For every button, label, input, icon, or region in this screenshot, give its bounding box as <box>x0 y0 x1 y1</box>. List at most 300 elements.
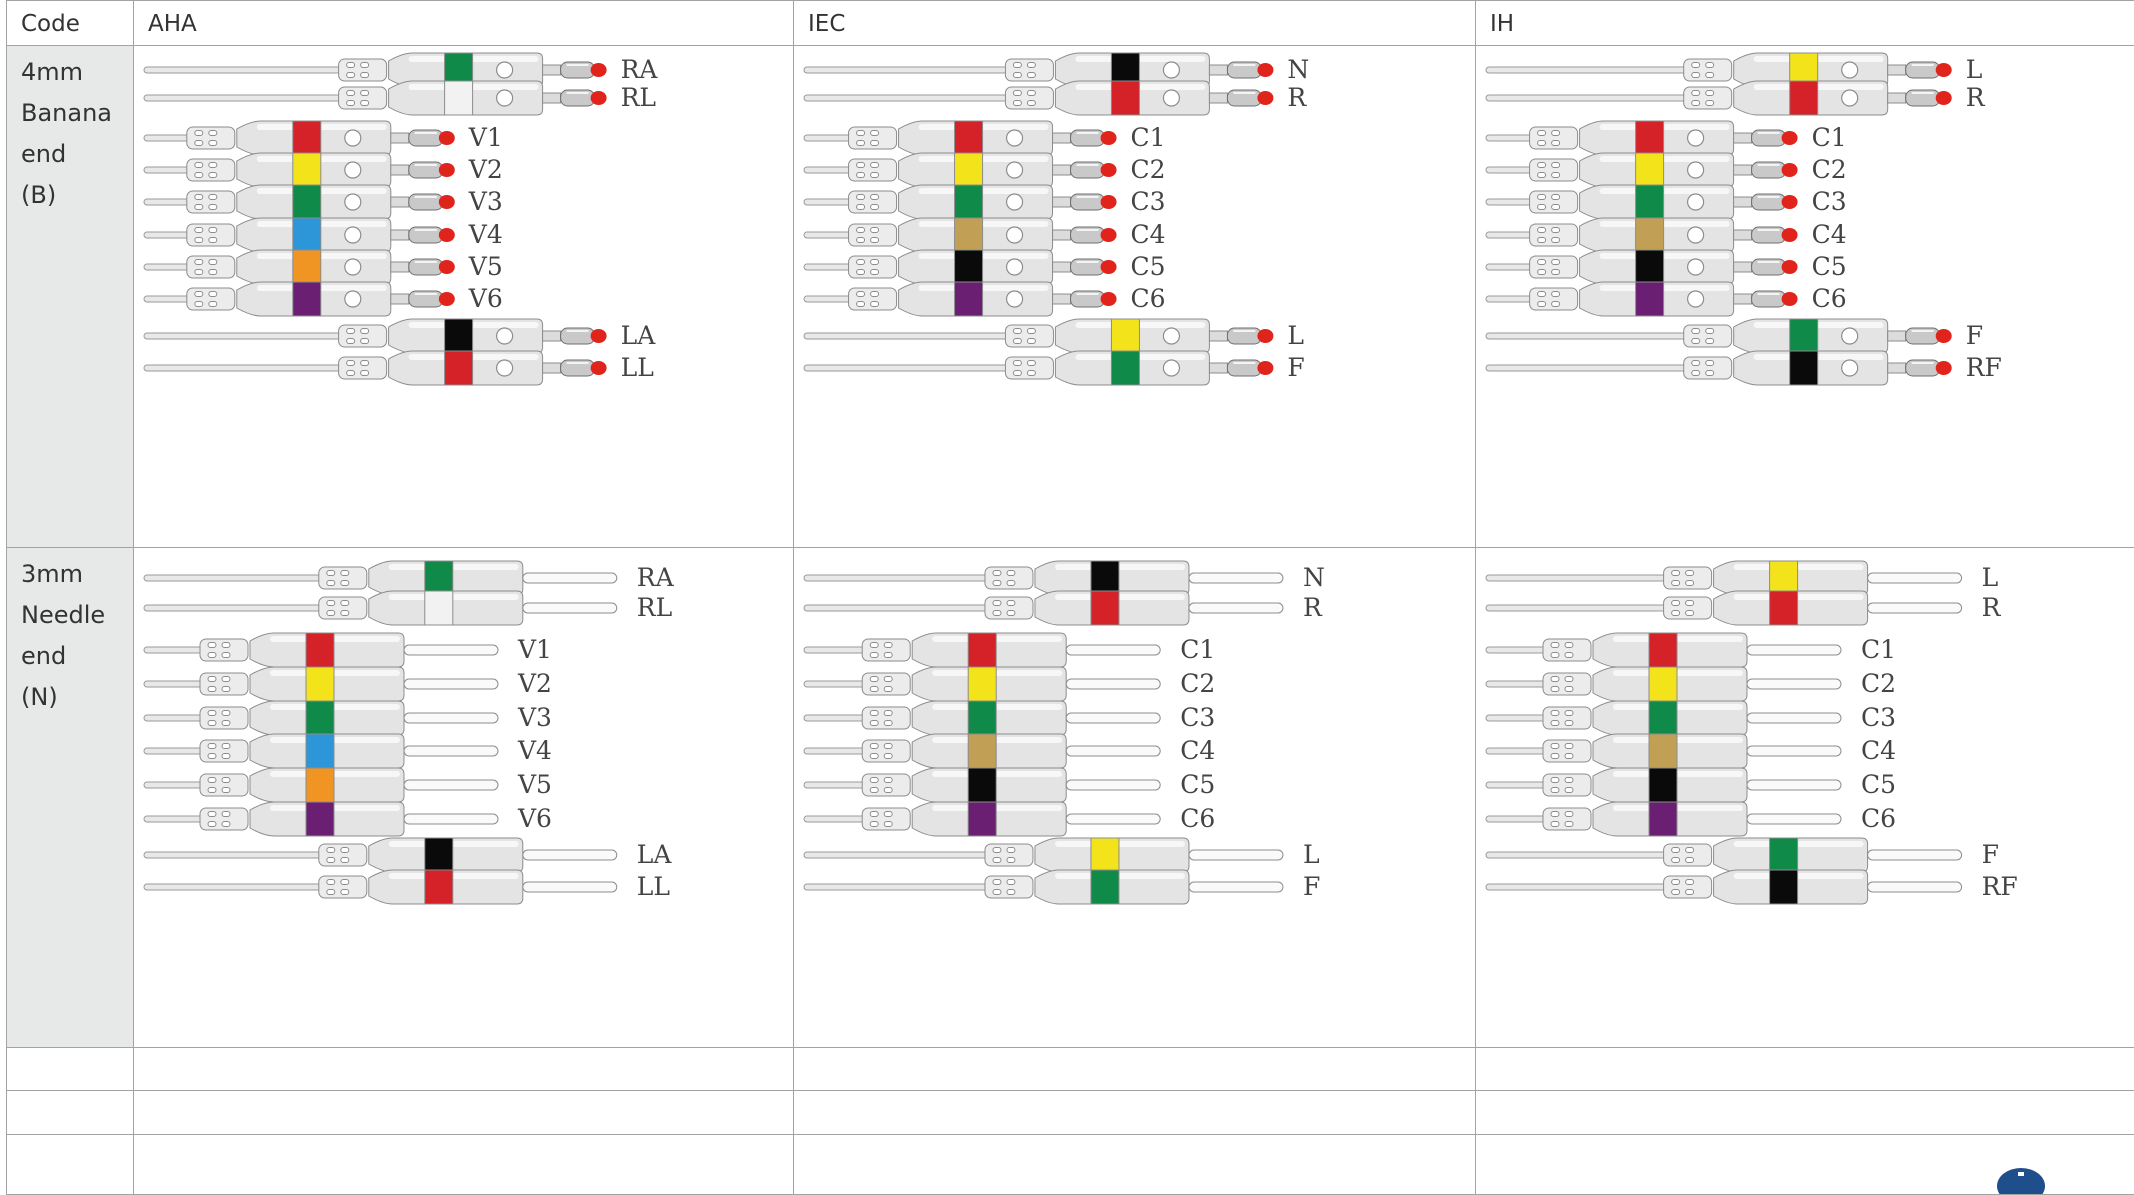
release-button <box>345 227 361 243</box>
vent-hole <box>1007 581 1015 586</box>
color-band <box>1636 250 1664 284</box>
lead-label: C3 <box>1861 703 1897 732</box>
connector-highlight <box>1754 322 1884 328</box>
release-button <box>1688 227 1704 243</box>
lead-connector-r <box>794 83 1476 112</box>
vent-hole <box>361 329 369 334</box>
lead-connector-la <box>134 840 794 869</box>
cable <box>144 296 191 302</box>
connector-highlight <box>1734 841 1864 847</box>
vent-hole <box>993 571 1001 576</box>
lead-label: C6 <box>1811 284 1847 313</box>
cable <box>804 782 866 788</box>
vent-hole <box>1706 73 1714 78</box>
lead-connector-l <box>794 321 1476 350</box>
lead-connector-c3 <box>794 187 1476 216</box>
vent-hole <box>222 721 230 726</box>
lead-connector-v2 <box>134 669 794 698</box>
color-band <box>955 121 983 155</box>
lead-label: C4 <box>1861 736 1897 765</box>
color-band <box>1770 838 1798 872</box>
lead-label: C1 <box>1861 635 1897 664</box>
color-band <box>306 768 334 802</box>
vent-hole <box>1706 63 1714 68</box>
lead-connector-c2 <box>1476 669 2134 698</box>
color-band <box>1636 185 1664 219</box>
lead-label: C4 <box>1180 736 1216 765</box>
vent-hole <box>870 822 878 827</box>
empty-cell <box>6 1091 134 1135</box>
connector-highlight <box>257 156 387 162</box>
vent-hole <box>871 260 879 265</box>
vent-hole <box>1672 581 1680 586</box>
plug-shaft <box>391 133 409 143</box>
plug-shaft <box>1888 93 1906 103</box>
lead-connector-v3 <box>134 187 794 216</box>
aha-banana-cell <box>134 46 794 548</box>
connector-highlight <box>409 84 539 90</box>
banana-tip <box>591 329 607 343</box>
cable <box>144 748 204 754</box>
connector-highlight <box>1600 253 1730 259</box>
vent-hole <box>208 822 216 827</box>
lead-connector-v2 <box>134 155 794 184</box>
banana-tip <box>1782 195 1798 209</box>
lead-connector-v6 <box>134 804 794 833</box>
needle-pin <box>404 780 498 790</box>
connector-highlight <box>1075 322 1205 328</box>
vent-hole <box>870 721 878 726</box>
vent-hole <box>208 744 216 749</box>
vent-hole <box>1538 195 1546 200</box>
color-band <box>293 153 321 187</box>
vent-hole <box>1027 371 1035 376</box>
vent-hole <box>1672 880 1680 885</box>
vent-hole <box>361 101 369 106</box>
needle-pin <box>523 850 617 860</box>
cable <box>144 884 323 890</box>
vent-hole <box>1013 73 1021 78</box>
connector-highlight <box>270 737 400 743</box>
release-button <box>1007 130 1023 146</box>
aha-header-cell <box>134 0 794 46</box>
vent-hole <box>347 63 355 68</box>
vent-hole <box>208 711 216 716</box>
empty-cell <box>134 1048 794 1091</box>
release-button <box>1163 328 1179 344</box>
connector-highlight <box>409 322 539 328</box>
lead-label: C5 <box>1811 252 1847 281</box>
vent-hole <box>870 711 878 716</box>
connector-drawing <box>1476 138 2134 139</box>
connector-drawing <box>794 578 1476 579</box>
cable <box>144 715 204 721</box>
vent-hole <box>1692 339 1700 344</box>
lead-connector-c6 <box>794 804 1476 833</box>
needle-pin <box>1189 850 1283 860</box>
lead-label: LA <box>620 321 656 350</box>
banana-tip <box>591 361 607 375</box>
vent-hole <box>1706 101 1714 106</box>
connector-drawing <box>134 785 794 786</box>
lead-connector-c4 <box>794 736 1476 765</box>
connector-highlight <box>1600 221 1730 227</box>
vent-hole <box>209 163 217 168</box>
lead-connector-ll <box>134 353 794 382</box>
release-button <box>1007 259 1023 275</box>
color-band <box>955 282 983 316</box>
lead-label: C6 <box>1861 804 1897 833</box>
vent-hole <box>884 711 892 716</box>
connector-drawing <box>134 336 794 337</box>
connector-highlight <box>932 805 1062 811</box>
connector-drawing <box>1476 336 2134 337</box>
vent-hole <box>222 822 230 827</box>
connector-highlight <box>1600 124 1730 130</box>
vent-hole <box>871 205 879 210</box>
lead-label: N <box>1287 55 1310 84</box>
release-button <box>497 62 513 78</box>
lead-connector-l <box>1476 563 2134 592</box>
plug-shaft <box>1209 93 1227 103</box>
connector-highlight <box>919 253 1049 259</box>
color-band <box>1111 351 1139 385</box>
empty-cell <box>134 1135 794 1195</box>
connector-drawing <box>1476 718 2134 719</box>
color-band <box>1790 351 1818 385</box>
plug-shaft <box>1888 363 1906 373</box>
vent-hole <box>209 195 217 200</box>
plug-shaft <box>1888 65 1906 75</box>
color-band <box>306 734 334 768</box>
vent-hole <box>1686 601 1694 606</box>
vent-hole <box>871 292 879 297</box>
vent-hole <box>1538 205 1546 210</box>
vent-hole <box>1538 131 1546 136</box>
vent-hole <box>1686 890 1694 895</box>
connector-drawing <box>134 608 794 609</box>
vent-hole <box>1672 890 1680 895</box>
vent-hole <box>884 744 892 749</box>
cable <box>144 782 204 788</box>
connector-drawing <box>1476 578 2134 579</box>
vent-hole <box>195 173 203 178</box>
vent-hole <box>1027 329 1035 334</box>
connector-drawing <box>134 751 794 752</box>
vent-hole <box>1565 643 1573 648</box>
connector-drawing <box>1476 368 2134 369</box>
cable <box>804 232 853 238</box>
lead-connector-l <box>794 840 1476 869</box>
empty-cell <box>1476 1091 2134 1135</box>
connector-drawing <box>134 368 794 369</box>
vent-hole <box>857 163 865 168</box>
connector-drawing <box>134 267 794 268</box>
vent-hole <box>1551 677 1559 682</box>
vent-hole <box>1027 101 1035 106</box>
needle-pin <box>523 573 617 583</box>
vent-hole <box>208 687 216 692</box>
empty-cell <box>794 1091 1476 1135</box>
lead-label: R <box>1981 593 2001 622</box>
vent-hole <box>1538 292 1546 297</box>
vent-hole <box>1007 858 1015 863</box>
vent-hole <box>1551 812 1559 817</box>
vent-hole <box>1551 687 1559 692</box>
banana-tip <box>1101 228 1117 242</box>
vent-hole <box>1692 361 1700 366</box>
cable <box>144 232 191 238</box>
vent-hole <box>1692 63 1700 68</box>
cable <box>804 715 866 721</box>
vent-hole <box>361 63 369 68</box>
lead-label: F <box>1302 872 1321 901</box>
vent-hole <box>1686 858 1694 863</box>
lead-connector-r <box>1476 83 2134 112</box>
color-band <box>293 121 321 155</box>
iec-header: IEC <box>808 11 846 37</box>
cable <box>804 681 866 687</box>
lead-label: F <box>1965 321 1984 350</box>
vent-hole <box>1538 141 1546 146</box>
plug-shaft <box>1209 331 1227 341</box>
vent-hole <box>208 812 216 817</box>
connector-drawing <box>134 819 794 820</box>
vent-hole <box>1552 238 1560 243</box>
color-band <box>1636 153 1664 187</box>
empty-cell <box>6 1135 134 1195</box>
lead-label: C2 <box>1861 669 1897 698</box>
lead-connector-c1 <box>1476 635 2134 664</box>
cable <box>1486 681 1547 687</box>
row-label-line: 4mm <box>21 58 84 86</box>
release-button <box>1007 291 1023 307</box>
vent-hole <box>1007 880 1015 885</box>
lead-connector-c4 <box>1476 736 2134 765</box>
connector-drawing <box>794 336 1476 337</box>
lead-label: V5 <box>518 770 552 799</box>
cable <box>144 264 191 270</box>
vent-hole <box>1013 101 1021 106</box>
connector-highlight <box>389 873 519 879</box>
vent-hole <box>1551 778 1559 783</box>
needle-pin <box>404 713 498 723</box>
banana-tip <box>1101 260 1117 274</box>
lead-label: V6 <box>468 284 503 313</box>
vent-hole <box>1565 812 1573 817</box>
vent-hole <box>993 880 1001 885</box>
vent-hole <box>1551 744 1559 749</box>
cable <box>1486 67 1688 73</box>
lead-label: RF <box>1981 872 2018 901</box>
vent-hole <box>327 848 335 853</box>
cable <box>1486 605 1668 611</box>
vent-hole <box>870 778 878 783</box>
lead-label: C5 <box>1180 770 1216 799</box>
vent-hole <box>195 163 203 168</box>
lead-label: L <box>1302 840 1320 869</box>
color-band <box>1111 319 1139 353</box>
needle-pin <box>1868 573 1962 583</box>
release-button <box>1163 90 1179 106</box>
vent-hole <box>347 101 355 106</box>
lead-connector-r <box>794 593 1476 622</box>
connector-drawing <box>134 299 794 300</box>
cable <box>804 884 989 890</box>
lead-connector-c1 <box>1476 123 2134 152</box>
connector-drawing <box>134 70 794 71</box>
vent-hole <box>884 677 892 682</box>
vent-hole <box>1551 822 1559 827</box>
cable <box>804 67 1009 73</box>
vent-hole <box>222 653 230 658</box>
lead-connector-rl <box>134 593 794 622</box>
iec-header-cell <box>794 0 1476 46</box>
connector-highlight <box>389 841 519 847</box>
lead-label: C3 <box>1180 703 1216 732</box>
lead-connector-rf <box>1476 353 2134 382</box>
lead-label: V2 <box>468 155 503 184</box>
release-button <box>1842 328 1858 344</box>
vent-hole <box>993 848 1001 853</box>
connector-drawing <box>134 170 794 171</box>
vent-hole <box>1552 131 1560 136</box>
lead-label: C5 <box>1861 770 1897 799</box>
vent-hole <box>1007 571 1015 576</box>
connector-drawing <box>1476 202 2134 203</box>
plug-shaft <box>391 197 409 207</box>
lead-connector-c6 <box>794 284 1476 313</box>
vent-hole <box>1706 339 1714 344</box>
vent-hole <box>347 329 355 334</box>
color-band <box>955 153 983 187</box>
empty-cell <box>1476 1048 2134 1091</box>
vent-hole <box>327 601 335 606</box>
plug-shaft <box>1053 294 1071 304</box>
vent-hole <box>222 788 230 793</box>
row-label-line: end <box>21 140 67 168</box>
connector-drawing <box>1476 235 2134 236</box>
empty-cell <box>6 1048 134 1091</box>
color-band <box>1790 319 1818 353</box>
table-row-banana <box>6 46 2134 548</box>
color-band <box>425 591 453 625</box>
connector-highlight <box>932 771 1062 777</box>
vent-hole <box>361 91 369 96</box>
ih-needle-cell <box>1476 548 2134 1048</box>
banana-tip <box>1782 228 1798 242</box>
vent-hole <box>1686 611 1694 616</box>
needle-pin <box>404 645 498 655</box>
vent-hole <box>1538 173 1546 178</box>
vent-hole <box>870 812 878 817</box>
connector-drawing <box>134 650 794 651</box>
vent-hole <box>1552 260 1560 265</box>
color-band <box>293 185 321 219</box>
row-label-needle <box>6 548 134 1048</box>
lead-label: LA <box>636 840 672 869</box>
connector-highlight <box>919 188 1049 194</box>
vent-hole <box>1686 848 1694 853</box>
connector-highlight <box>257 285 387 291</box>
cable <box>1486 715 1547 721</box>
plug-shaft <box>391 230 409 240</box>
code-header: Code <box>21 11 80 37</box>
lead-connector-f <box>1476 321 2134 350</box>
vent-hole <box>208 677 216 682</box>
vent-hole <box>1013 339 1021 344</box>
row-label-line: end <box>21 642 67 670</box>
lead-connector-c6 <box>1476 804 2134 833</box>
vent-hole <box>1706 371 1714 376</box>
lead-label: R <box>1287 83 1307 112</box>
connector-highlight <box>257 188 387 194</box>
connector-drawing <box>794 718 1476 719</box>
vent-hole <box>857 131 865 136</box>
release-button <box>1688 130 1704 146</box>
vent-hole <box>1007 601 1015 606</box>
vent-hole <box>347 361 355 366</box>
iec-needle-cell <box>794 548 1476 1048</box>
aha-needle-cell <box>134 548 794 1048</box>
color-band <box>955 218 983 252</box>
vent-hole <box>1672 571 1680 576</box>
vent-hole <box>993 611 1001 616</box>
connector-drawing <box>794 98 1476 99</box>
vent-hole <box>993 858 1001 863</box>
empty-row <box>6 1048 2134 1091</box>
release-button <box>345 291 361 307</box>
vent-hole <box>993 890 1001 895</box>
lead-connector-f <box>794 872 1476 901</box>
cable <box>804 296 853 302</box>
vent-hole <box>1565 687 1573 692</box>
needle-pin <box>1747 645 1841 655</box>
release-button <box>1688 194 1704 210</box>
lead-connector-c5 <box>1476 770 2134 799</box>
vent-hole <box>1027 63 1035 68</box>
connector-highlight <box>1600 285 1730 291</box>
vent-hole <box>327 880 335 885</box>
connector-highlight <box>409 354 539 360</box>
lead-connector-c2 <box>1476 155 2134 184</box>
vent-hole <box>884 812 892 817</box>
lead-connector-c3 <box>794 703 1476 732</box>
banana-tip <box>1782 260 1798 274</box>
lead-label: C2 <box>1130 155 1166 184</box>
row-label-line: Banana <box>21 99 113 127</box>
plug-shaft <box>391 165 409 175</box>
vent-hole <box>857 238 865 243</box>
connector-drawing <box>1476 684 2134 685</box>
plug-shaft <box>1053 165 1071 175</box>
cable <box>1486 816 1547 822</box>
vent-hole <box>1538 270 1546 275</box>
logo-mark <box>2018 1172 2024 1176</box>
lead-label: C6 <box>1180 804 1216 833</box>
color-band <box>968 701 996 735</box>
plug-shaft <box>1734 165 1752 175</box>
connector-highlight <box>1075 84 1205 90</box>
lead-connector-n <box>794 55 1476 84</box>
vent-hole <box>327 571 335 576</box>
lead-label: C1 <box>1130 123 1166 152</box>
connector-drawing <box>134 98 794 99</box>
connector-highlight <box>409 56 539 62</box>
banana-tip <box>1101 292 1117 306</box>
needle-pin <box>1066 780 1160 790</box>
plug-shaft <box>391 294 409 304</box>
